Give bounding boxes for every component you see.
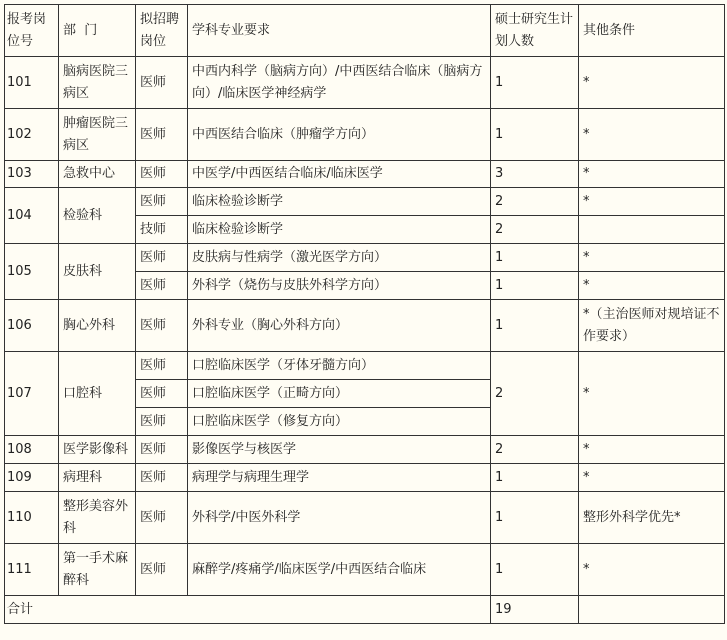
- table-row: [5, 544, 725, 596]
- table-row: [5, 188, 725, 216]
- post-code: 109: [5, 464, 59, 492]
- other-conditions: *: [579, 272, 725, 300]
- total-row: [5, 596, 725, 624]
- table-row: [5, 109, 725, 161]
- position: 医师: [136, 300, 188, 352]
- planned-count: 2: [491, 436, 579, 464]
- major-requirement: 病理学与病理生理学: [188, 464, 491, 492]
- position: 医师: [136, 492, 188, 544]
- post-code: 111: [5, 544, 59, 596]
- other-conditions: *: [579, 436, 725, 464]
- post-code: 107: [5, 352, 59, 436]
- major-requirement: 中医学/中西医结合临床/临床医学: [188, 161, 491, 188]
- table-row: [5, 57, 725, 109]
- post-code: 103: [5, 161, 59, 188]
- planned-count: 1: [491, 244, 579, 272]
- major-requirement: 麻醉学/疼痛学/临床医学/中西医结合临床: [188, 544, 491, 596]
- major-requirement: 口腔临床医学（修复方向）: [188, 408, 491, 436]
- major-requirement: 口腔临床医学（牙体牙髓方向）: [188, 352, 491, 380]
- planned-count: 2: [491, 216, 579, 244]
- post-code: 110: [5, 492, 59, 544]
- other-conditions: *: [579, 109, 725, 161]
- post-code: 105: [5, 244, 59, 300]
- header-position: 拟招聘岗位: [136, 5, 188, 57]
- header-major: 学科专业要求: [188, 5, 491, 57]
- table-row: [5, 300, 725, 352]
- major-requirement: 口腔临床医学（正畸方向）: [188, 380, 491, 408]
- planned-count: 1: [491, 109, 579, 161]
- department: 整形美容外科: [59, 492, 136, 544]
- position: 医师: [136, 408, 188, 436]
- recruitment-table: [4, 4, 725, 624]
- department: 皮肤科: [59, 244, 136, 300]
- major-requirement: 临床检验诊断学: [188, 216, 491, 244]
- header-department: 部 门: [59, 5, 136, 57]
- header-post-code: 报考岗位号: [5, 5, 59, 57]
- total-label: 合计: [5, 596, 491, 624]
- department: 胸心外科: [59, 300, 136, 352]
- department: 脑病医院三病区: [59, 57, 136, 109]
- department: 病理科: [59, 464, 136, 492]
- major-requirement: 外科专业（胸心外科方向）: [188, 300, 491, 352]
- total-count: 19: [491, 596, 579, 624]
- table-row: [5, 161, 725, 188]
- position: 技师: [136, 216, 188, 244]
- major-requirement: 中西医结合临床（肿瘤学方向）: [188, 109, 491, 161]
- planned-count: 1: [491, 544, 579, 596]
- major-requirement: 外科学/中医外科学: [188, 492, 491, 544]
- position: 医师: [136, 464, 188, 492]
- other-conditions: *: [579, 244, 725, 272]
- position: 医师: [136, 161, 188, 188]
- header-count: 硕士研究生计划人数: [491, 5, 579, 57]
- post-code: 101: [5, 57, 59, 109]
- position: 医师: [136, 109, 188, 161]
- other-conditions: *: [579, 188, 725, 216]
- major-requirement: 影像医学与核医学: [188, 436, 491, 464]
- planned-count: 3: [491, 161, 579, 188]
- planned-count: 2: [491, 352, 579, 436]
- post-code: 108: [5, 436, 59, 464]
- position: 医师: [136, 57, 188, 109]
- position: 医师: [136, 188, 188, 216]
- post-code: 102: [5, 109, 59, 161]
- department: 医学影像科: [59, 436, 136, 464]
- department: 检验科: [59, 188, 136, 244]
- department: 急救中心: [59, 161, 136, 188]
- major-requirement: 中西内科学（脑病方向）/中西医结合临床（脑病方向）/临床医学神经病学: [188, 57, 491, 109]
- position: 医师: [136, 544, 188, 596]
- planned-count: 1: [491, 300, 579, 352]
- table-row: [5, 352, 725, 380]
- major-requirement: 外科学（烧伤与皮肤外科学方向）: [188, 272, 491, 300]
- planned-count: 1: [491, 57, 579, 109]
- position: 医师: [136, 380, 188, 408]
- other-conditions: *: [579, 161, 725, 188]
- table-row: [5, 436, 725, 464]
- planned-count: 1: [491, 464, 579, 492]
- planned-count: 2: [491, 188, 579, 216]
- other-conditions: *: [579, 57, 725, 109]
- table-row: [5, 464, 725, 492]
- header-row: [5, 5, 725, 57]
- other-conditions: 整形外科学优先*: [579, 492, 725, 544]
- table-row: [5, 244, 725, 272]
- header-other: 其他条件: [579, 5, 725, 57]
- table-row: [5, 492, 725, 544]
- position: 医师: [136, 352, 188, 380]
- planned-count: 1: [491, 492, 579, 544]
- other-conditions: *: [579, 464, 725, 492]
- department: 肿瘤医院三病区: [59, 109, 136, 161]
- major-requirement: 皮肤病与性病学（激光医学方向）: [188, 244, 491, 272]
- other-conditions: *: [579, 544, 725, 596]
- department: 第一手术麻醉科: [59, 544, 136, 596]
- department: 口腔科: [59, 352, 136, 436]
- other-conditions: *（主治医师对规培证不作要求）: [579, 300, 725, 352]
- post-code: 106: [5, 300, 59, 352]
- planned-count: 1: [491, 272, 579, 300]
- post-code: 104: [5, 188, 59, 244]
- other-conditions: [579, 216, 725, 244]
- other-conditions: *: [579, 352, 725, 436]
- total-other: [579, 596, 725, 624]
- major-requirement: 临床检验诊断学: [188, 188, 491, 216]
- position: 医师: [136, 436, 188, 464]
- position: 医师: [136, 244, 188, 272]
- position: 医师: [136, 272, 188, 300]
